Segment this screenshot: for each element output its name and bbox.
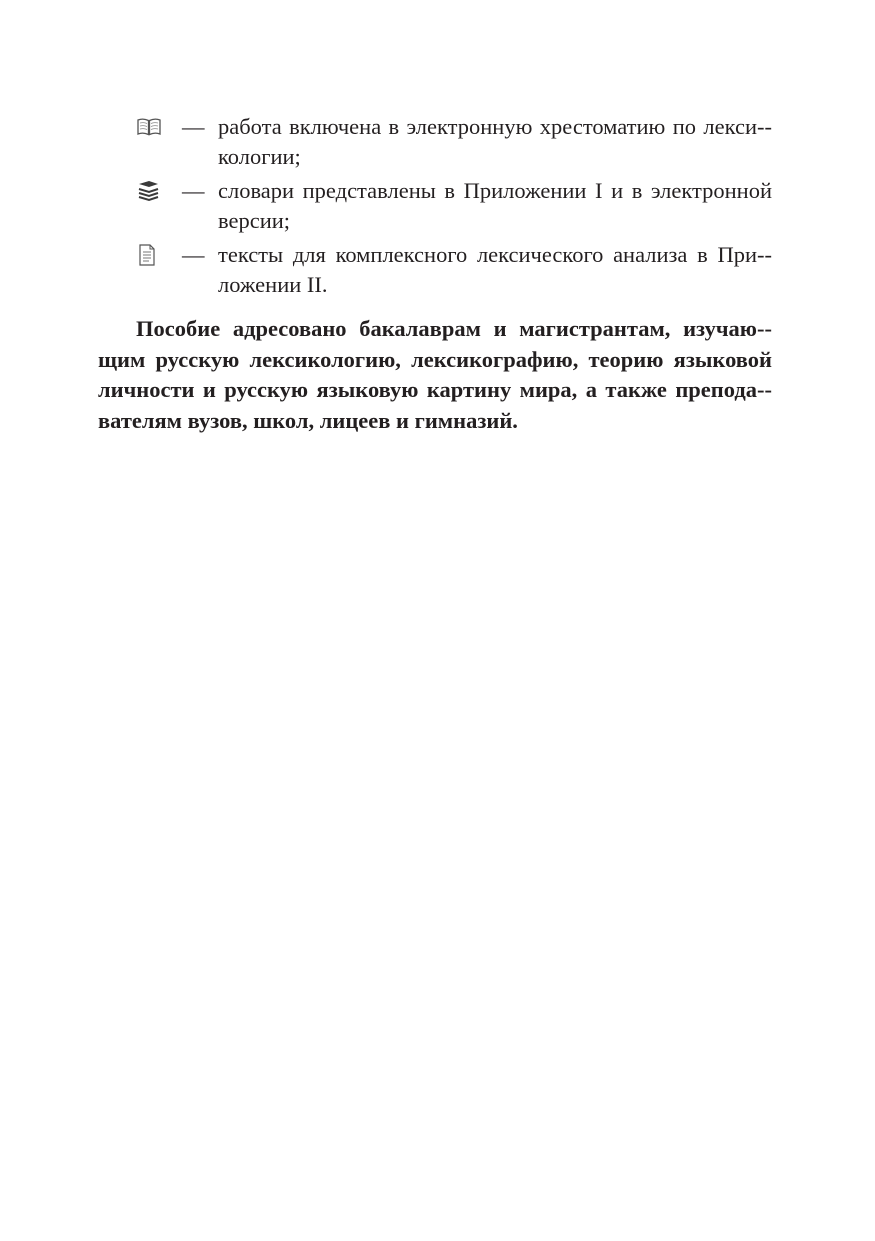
audience-summary: Пособие адресовано бакалаврам и магистрантам, изучаю-щим русскую лексикологию, лексикографию, теорию языковой личности и русскую языковую картину мира, а также препода-вателям вузов, школ, лицеев и гимназий.	[98, 316, 772, 433]
icon-legend	[136, 112, 772, 304]
legend-text: тексты для комплексного лексического анализа в При-ложении II.	[218, 242, 772, 297]
legend-text: работа включена в электронную хрестоматию по лекси-кологии;	[218, 114, 772, 169]
legend-dash: —	[182, 114, 205, 139]
open-book-icon	[136, 116, 162, 138]
document-icon	[136, 244, 162, 266]
legend-item-texts	[136, 240, 772, 300]
legend-item-dictionaries	[136, 176, 772, 236]
legend-text: словари представлены в Приложении I и в электронной версии;	[218, 178, 772, 233]
legend-item-chrestomathy	[136, 112, 772, 172]
stacked-books-icon	[136, 180, 162, 202]
legend-dash: —	[182, 242, 205, 267]
legend-dash: —	[182, 178, 205, 203]
